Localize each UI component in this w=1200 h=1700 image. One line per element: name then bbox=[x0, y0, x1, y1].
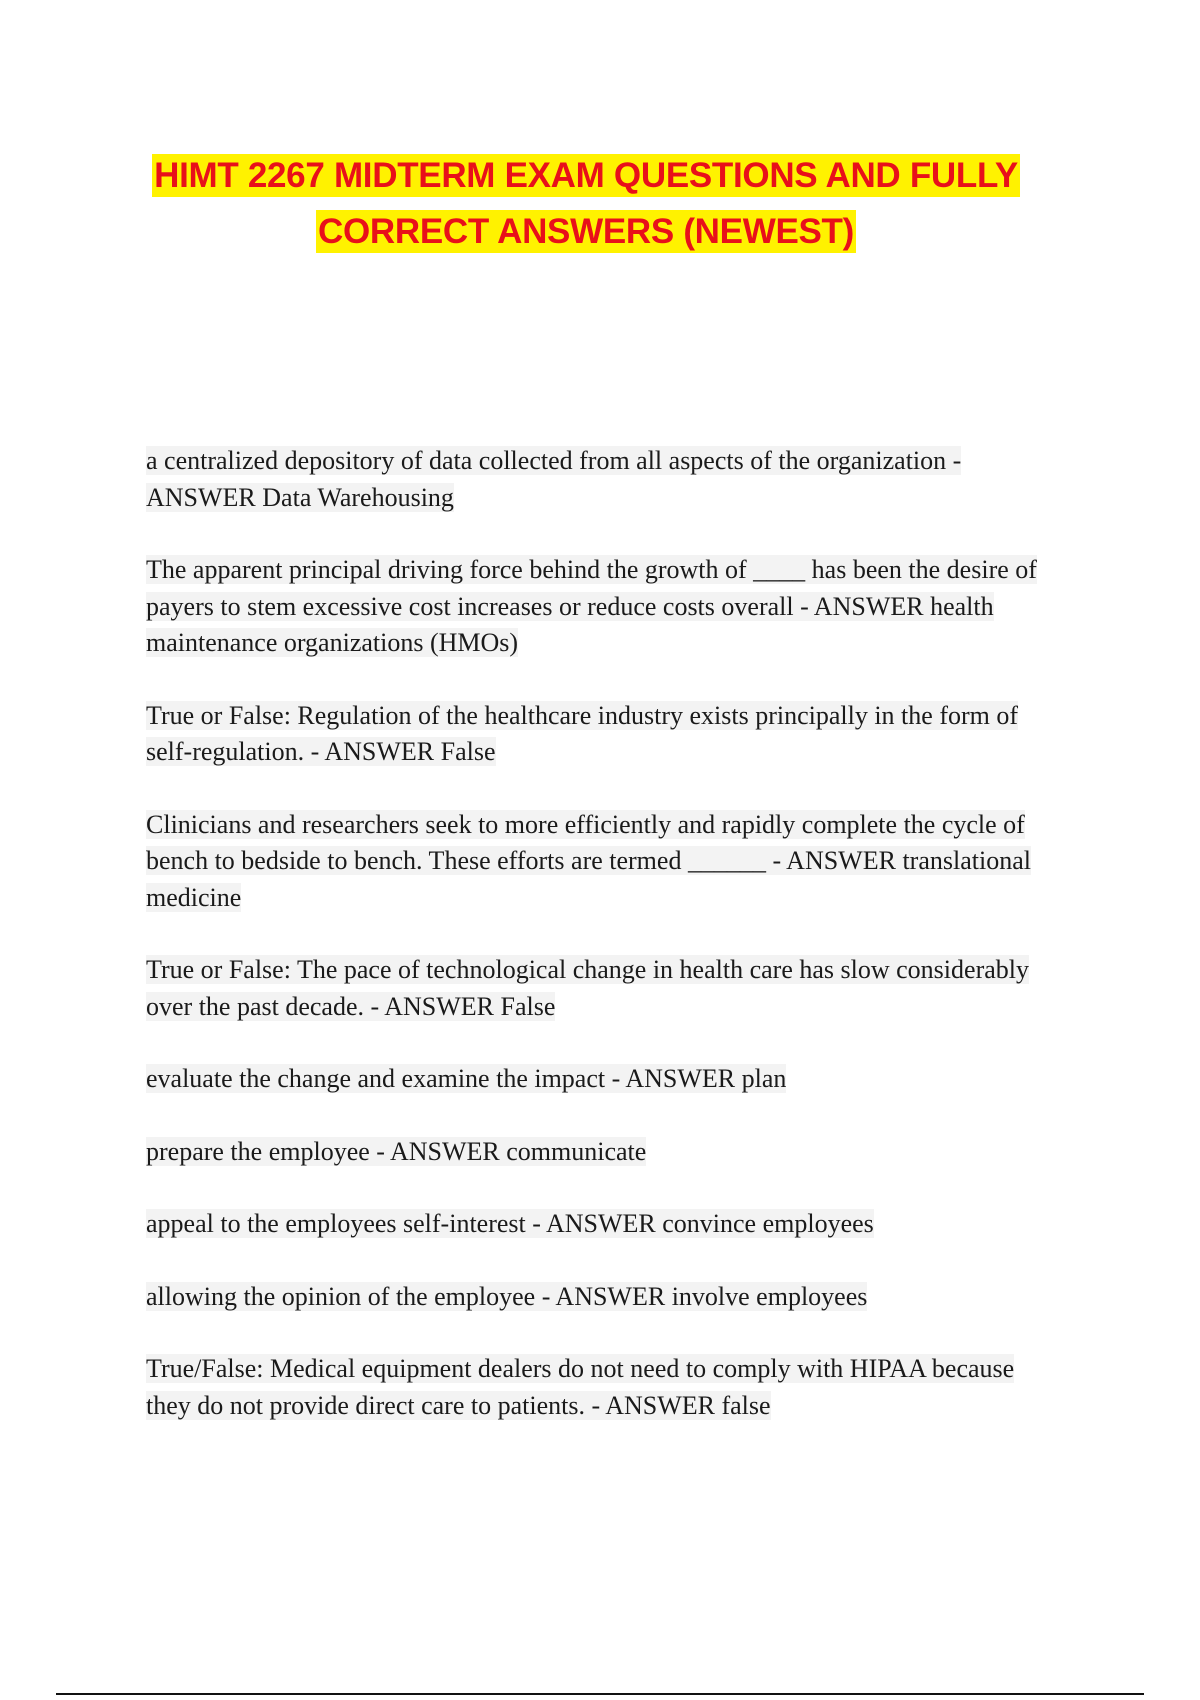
document-title bbox=[146, 148, 1026, 260]
qa-item: True/False: Medical equipment dealers do not need to comply with HIPAA because they do not provide direct care to patients. - ANSWER false bbox=[146, 1354, 1015, 1420]
qa-item: The apparent principal driving force behind the growth of ____ has been the desire of payers to stem excessive cost increases or reduce costs overall - ANSWER health maintenance organizations (HMOs) bbox=[146, 555, 1037, 657]
qa-item: True or False: The pace of technological change in health care has slow considerably over the past decade. - ANSWER False bbox=[146, 955, 1029, 1021]
qa-item: allowing the opinion of the employee - ANSWER involve employees bbox=[146, 1281, 868, 1311]
qa-item: Clinicians and researchers seek to more efficiently and rapidly complete the cycle of bench to bedside to bench. These efforts are termed ______ - ANSWER translational medicine bbox=[146, 809, 1031, 912]
footer-rule bbox=[56, 1693, 1144, 1695]
qa-list bbox=[146, 443, 1046, 1460]
qa-item: appeal to the employees self-interest - ANSWER convince employees bbox=[146, 1209, 874, 1238]
qa-item: True or False: Regulation of the healthcare industry exists principally in the form of self-regulation. - ANSWER False bbox=[146, 700, 1019, 766]
qa-item: prepare the employee - ANSWER communicate bbox=[146, 1136, 647, 1166]
qa-item: evaluate the change and examine the impact - ANSWER plan bbox=[146, 1064, 787, 1093]
qa-item: a centralized depository of data collected from all aspects of the organization - ANSWER Data Warehousing bbox=[146, 446, 962, 512]
document-title-text: HIMT 2267 MIDTERM EXAM QUESTIONS AND FULLY CORRECT ANSWERS (NEWEST) bbox=[154, 156, 1018, 251]
